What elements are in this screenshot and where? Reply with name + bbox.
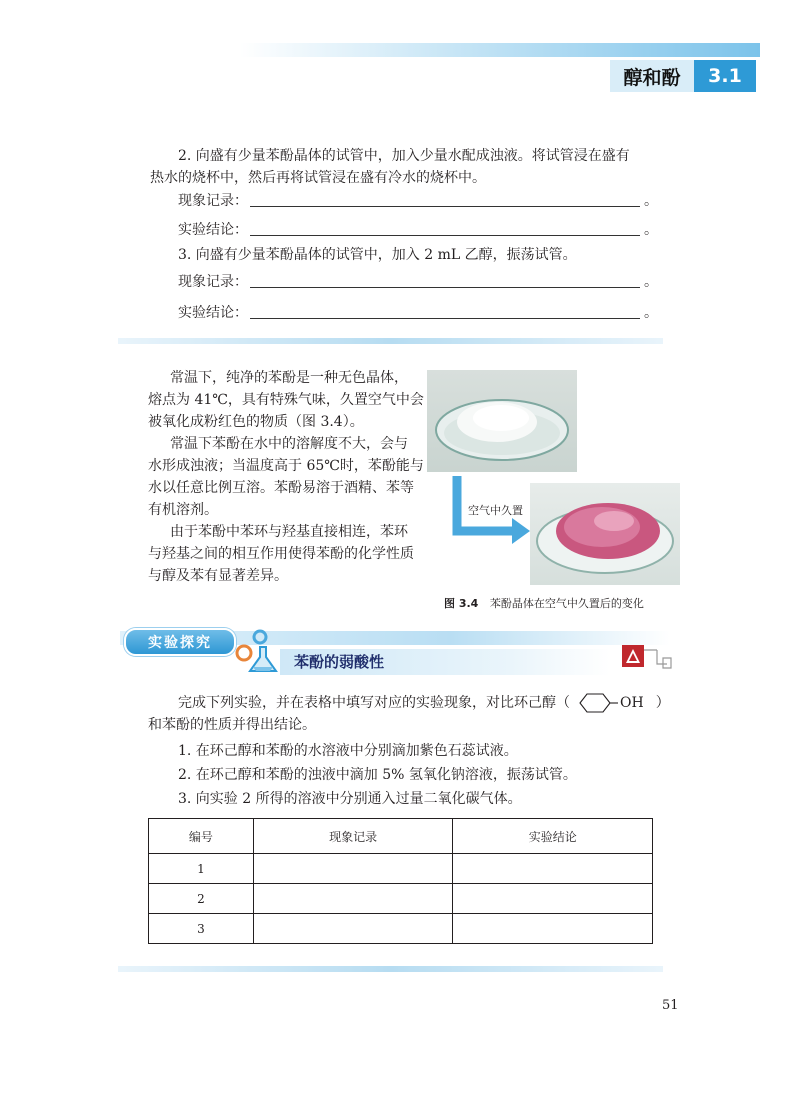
table-cell-observation[interactable] xyxy=(253,914,453,944)
phenol-crystal-photo xyxy=(427,370,577,472)
conclusion-field-2 xyxy=(178,219,658,239)
experiment-badge: 实验探究 xyxy=(124,628,236,656)
intro-line-2: 和苯酚的性质并得出结论。 xyxy=(148,717,316,733)
table-row xyxy=(149,914,653,944)
oxidized-phenol-photo xyxy=(530,483,680,585)
body-line: 水形成浊液；当温度高于 65℃时，苯酚能与 xyxy=(148,458,424,474)
header-gradient-bar xyxy=(240,43,760,57)
end-mark: 。 xyxy=(644,193,658,209)
conclusion-field-3 xyxy=(178,302,658,322)
table-cell-id: 3 xyxy=(149,914,254,944)
table-cell-id: 2 xyxy=(149,884,254,914)
watch-glass-pink-crystals xyxy=(530,483,680,585)
end-mark: 。 xyxy=(644,222,658,238)
table-header-row xyxy=(149,819,653,854)
body-line: 与醇及苯有显著差异。 xyxy=(148,568,288,584)
table-header: 编号 xyxy=(149,819,254,854)
observation-label: 现象记录： xyxy=(178,274,248,290)
results-table xyxy=(148,818,653,944)
hydroxyl-label: OH xyxy=(620,695,644,711)
body-line: 熔点为 41℃，具有特殊气味，久置空气中会 xyxy=(148,392,424,408)
step-2: 2. 在环己醇和苯酚的浊液中滴加 5% 氢氧化钠溶液，振荡试管。 xyxy=(178,767,577,783)
answer-line xyxy=(250,304,640,319)
table-row xyxy=(149,884,653,914)
chapter-title: 醇和酚 xyxy=(610,60,694,92)
table-cell-id: 1 xyxy=(149,854,254,884)
step-1: 1. 在环己醇和苯酚的水溶液中分别滴加紫色石蕊试液。 xyxy=(178,743,518,759)
experiment-item-2: 2. 向盛有少量苯酚晶体的试管中，加入少量水配成浊液。将试管浸在盛有 xyxy=(178,148,630,164)
answer-line xyxy=(250,221,640,236)
end-mark: 。 xyxy=(644,274,658,290)
experiment-item-3: 3. 向盛有少量苯酚晶体的试管中，加入 2 mL 乙醇，振荡试管。 xyxy=(178,247,577,263)
table-header: 现象记录 xyxy=(253,819,453,854)
body-line: 与羟基之间的相互作用使得苯酚的化学性质 xyxy=(148,546,414,562)
figure-caption xyxy=(444,595,644,611)
arrow-label: 空气中久置 xyxy=(468,504,523,517)
flask-gear-icon xyxy=(232,627,282,675)
page-number: 51 xyxy=(662,998,679,1013)
figure-caption-text: 苯酚晶体在空气中久置后的变化 xyxy=(489,597,644,610)
table-row xyxy=(149,854,653,884)
table-cell-conclusion[interactable] xyxy=(453,854,653,884)
answer-line xyxy=(250,192,640,207)
answer-line xyxy=(250,273,640,288)
section-divider xyxy=(118,966,663,972)
end-mark: 。 xyxy=(644,305,658,321)
body-line: 由于苯酚中苯环与羟基直接相连，苯环 xyxy=(170,524,408,540)
section-title: 苯酚的弱酸性 xyxy=(294,653,385,671)
table-cell-observation[interactable] xyxy=(253,854,453,884)
table-cell-conclusion[interactable] xyxy=(453,914,653,944)
body-line: 有机溶剂。 xyxy=(148,502,218,518)
step-3: 3. 向实验 2 所得的溶液中分别通入过量二氧化碳气体。 xyxy=(178,791,522,807)
intro-text-a: 完成下列实验，并在表格中填写对应的实验现象，对比环己醇（ xyxy=(178,695,570,711)
table-header: 实验结论 xyxy=(453,819,653,854)
body-line: 被氧化成粉红色的物质（图 3.4）。 xyxy=(148,414,364,430)
body-line: 常温下，纯净的苯酚是一种无色晶体， xyxy=(170,370,408,386)
intro-text-b: ） xyxy=(655,695,670,711)
table-cell-conclusion[interactable] xyxy=(453,884,653,914)
lab-marker-icon xyxy=(621,644,673,670)
watch-glass-white-crystals xyxy=(427,370,577,472)
section-divider xyxy=(118,338,663,344)
table-cell-observation[interactable] xyxy=(253,884,453,914)
experiment-item-2-cont: 热水的烧杯中，然后再将试管浸在盛有冷水的烧杯中。 xyxy=(150,170,486,186)
section-number: 3.1 xyxy=(694,60,756,92)
body-line: 水以任意比例互溶。苯酚易溶于酒精、苯等 xyxy=(148,480,414,496)
body-line: 常温下苯酚在水中的溶解度不大，会与 xyxy=(170,436,408,452)
cyclohexane-ring-icon xyxy=(572,692,618,714)
observation-field-2 xyxy=(178,190,658,210)
conclusion-label: 实验结论： xyxy=(178,222,248,238)
intro-line-1 xyxy=(178,692,670,714)
conclusion-label: 实验结论： xyxy=(178,305,248,321)
figure-number: 图 3.4 xyxy=(444,597,479,610)
observation-field-3 xyxy=(178,271,658,291)
observation-label: 现象记录： xyxy=(178,193,248,209)
